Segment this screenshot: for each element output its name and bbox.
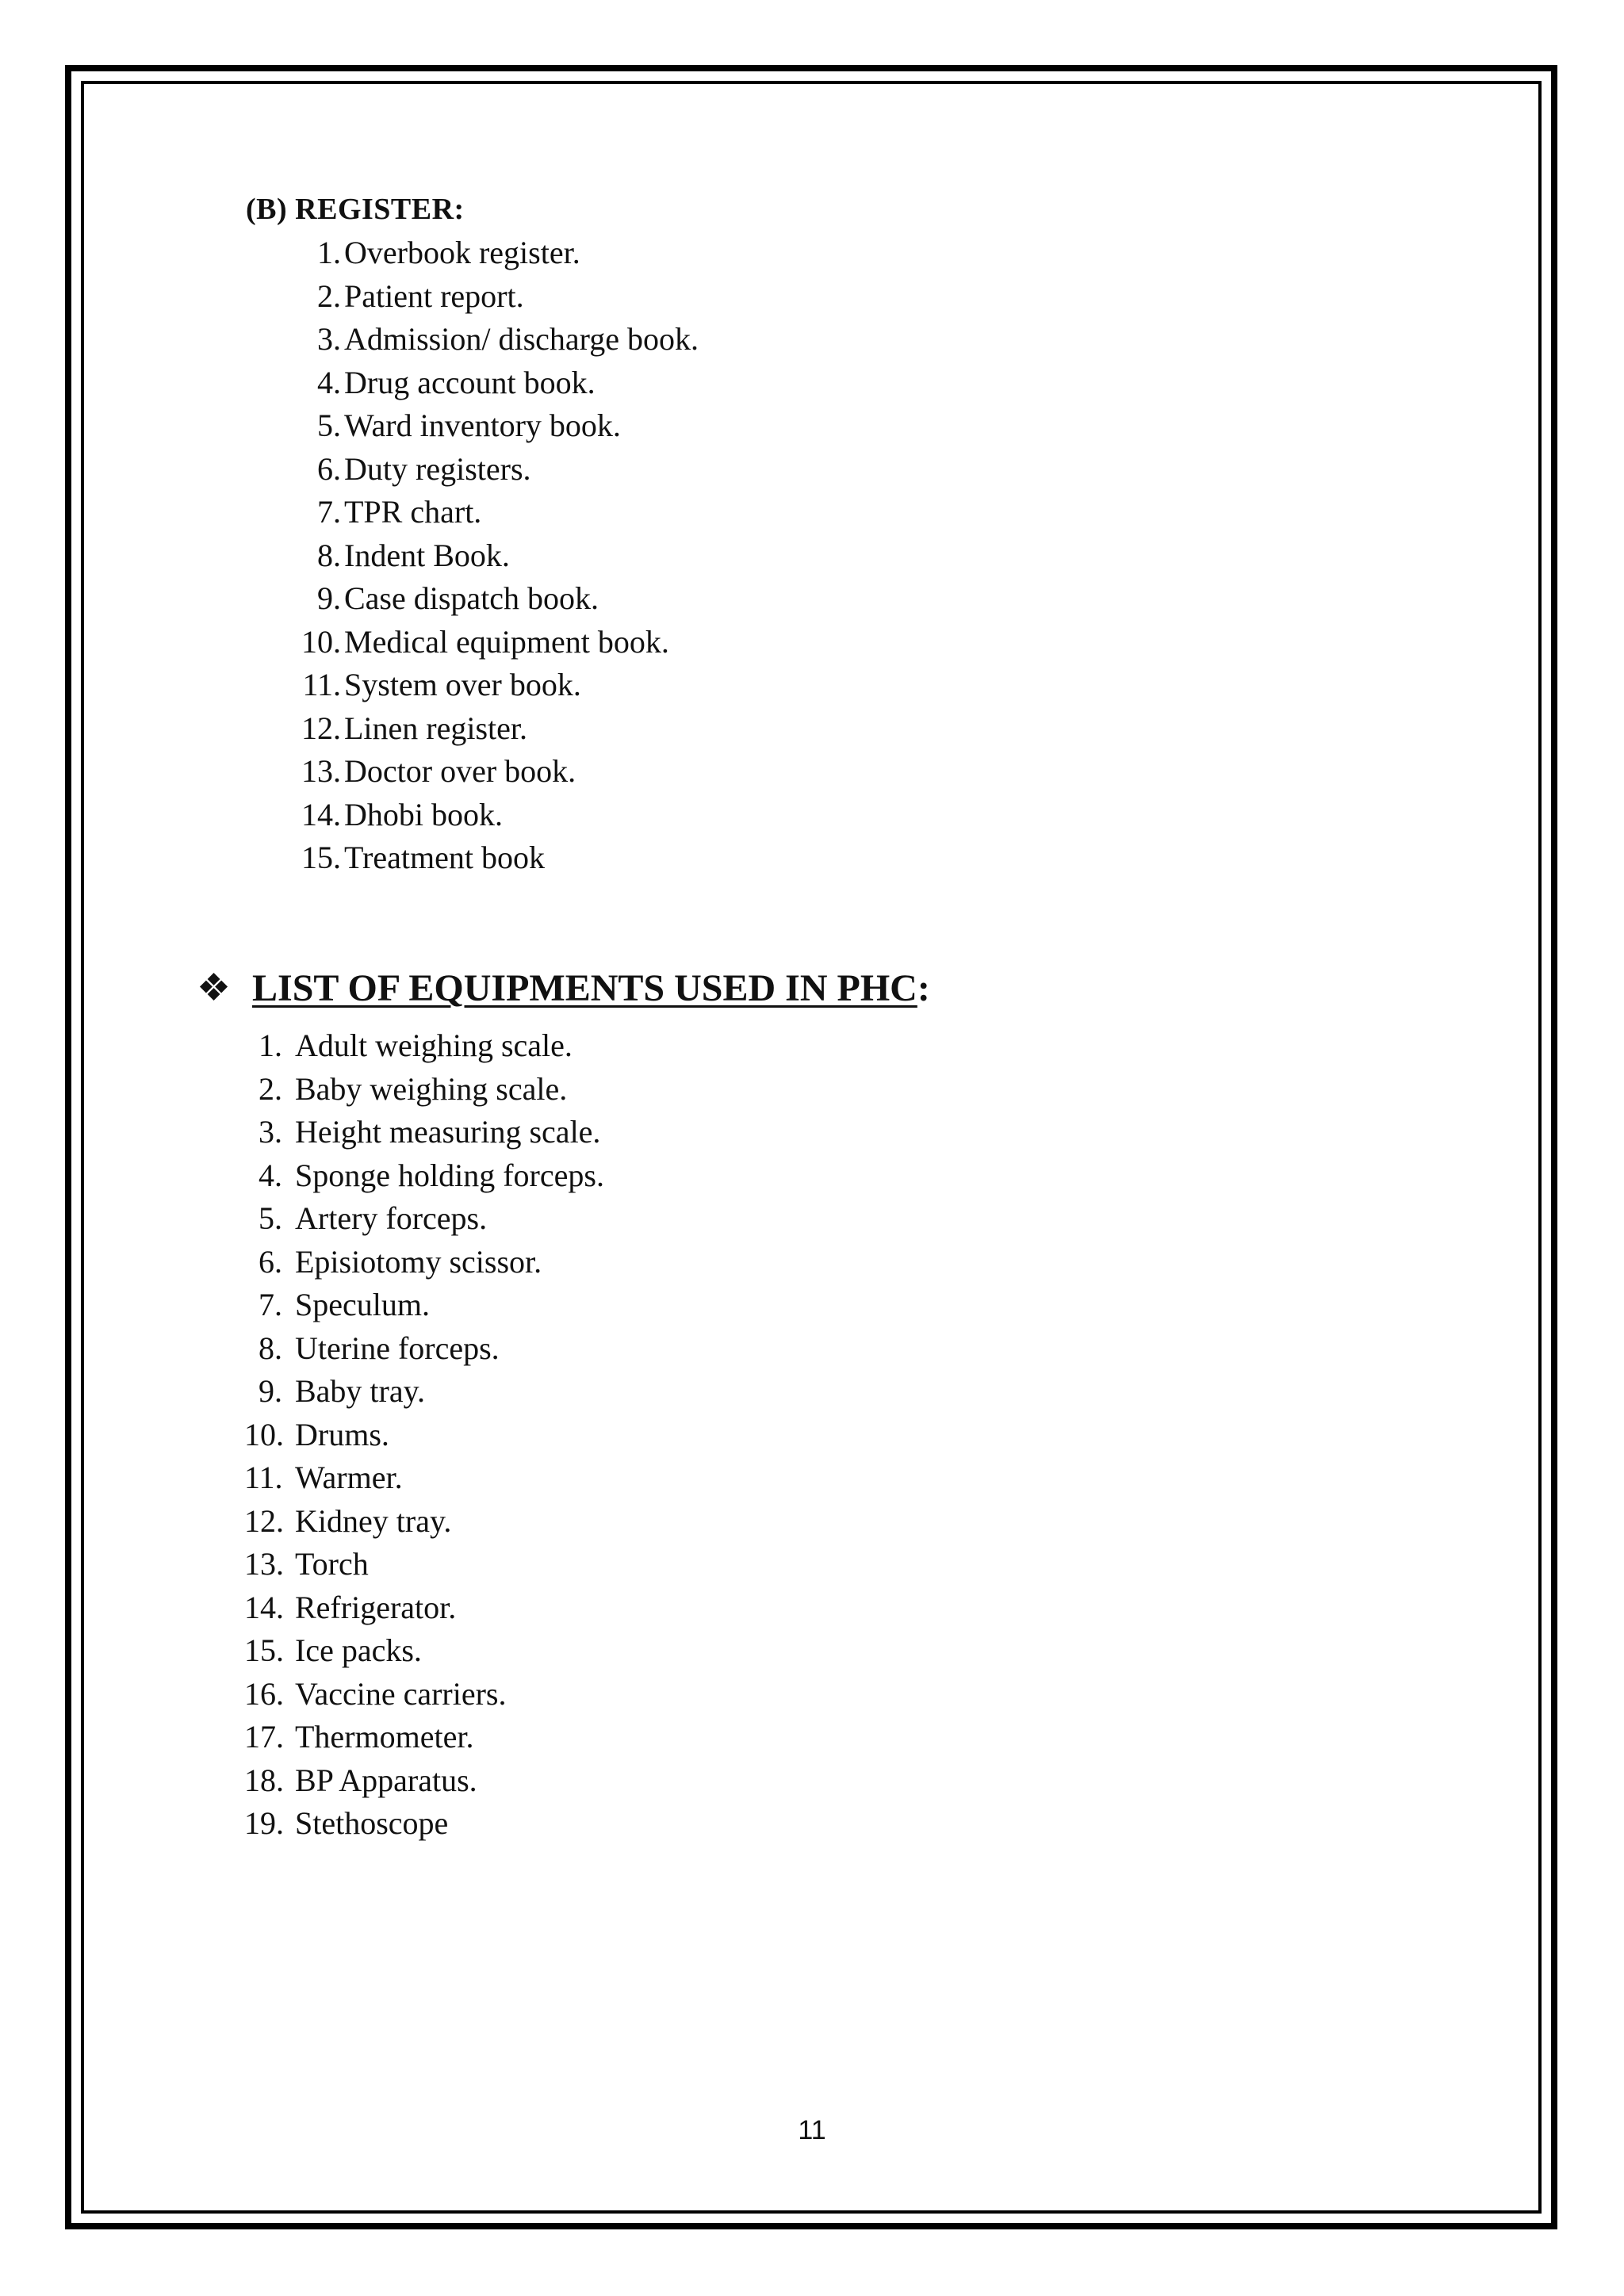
list-item-text: Baby tray. — [295, 1373, 426, 1409]
list-item-text: Admission/ discharge book. — [344, 321, 699, 357]
list-item-number: 12. — [301, 710, 341, 746]
list-item-text: Medical equipment book. — [344, 623, 669, 660]
page-number: 11 — [798, 2115, 826, 2145]
list-item-text: Stethoscope — [295, 1805, 449, 1841]
list-item-text: Duty registers. — [344, 450, 531, 487]
list-item-text: Linen register. — [344, 710, 528, 746]
list-item-text: Thermometer. — [295, 1719, 474, 1755]
list-item-text: Uterine forceps. — [295, 1330, 500, 1366]
list-item-text: Warmer. — [295, 1460, 403, 1495]
four-diamond-bullet-icon: ❖ — [197, 967, 232, 1009]
list-item-number: 2. — [259, 1070, 282, 1107]
register-heading: (B) REGISTER: — [246, 193, 465, 226]
list-item-text: Drums. — [295, 1416, 389, 1452]
list-item-number: 19. — [244, 1805, 284, 1841]
list-item-number: 8. — [259, 1330, 282, 1366]
list-item-text: Patient report. — [344, 277, 524, 314]
list-item-text: Episiotomy scissor. — [295, 1243, 542, 1280]
list-item-number: 15. — [244, 1632, 284, 1668]
list-item-number: 9. — [259, 1373, 282, 1409]
list-item-number: 16. — [244, 1675, 284, 1712]
list-item-number: 6. — [259, 1243, 282, 1280]
list-item-text: TPR chart. — [344, 494, 482, 530]
list-item-text: Indent Book. — [344, 537, 510, 573]
list-item-number: 13. — [244, 1546, 284, 1582]
list-item-number: 3. — [317, 321, 341, 357]
list-item-text: Speculum. — [295, 1287, 430, 1322]
list-item-text: Kidney tray. — [295, 1502, 452, 1539]
list-item-text: System over book. — [344, 667, 581, 702]
list-item-number: 5. — [317, 408, 341, 443]
list-item-number: 10. — [301, 623, 341, 660]
list-item-text: Height measuring scale. — [295, 1114, 601, 1150]
list-item-number: 2. — [317, 277, 341, 314]
list-item-text: Dhobi book. — [344, 796, 503, 832]
list-item-text: Drug account book. — [344, 364, 596, 400]
list-item-number: 14. — [301, 796, 341, 832]
list-item-text: Overbook register. — [344, 235, 580, 270]
equipment-heading-title: LIST OF EQUIPMENTS USED IN PHC — [252, 967, 917, 1009]
list-item-number: 9. — [317, 580, 341, 616]
list-item-number: 17. — [244, 1719, 284, 1755]
list-item-number: 14. — [244, 1589, 284, 1625]
list-item-number: 12. — [244, 1502, 284, 1539]
list-item-text: Torch — [295, 1546, 369, 1582]
list-item-text: Refrigerator. — [295, 1589, 457, 1625]
list-item-text: BP Apparatus. — [295, 1762, 477, 1798]
list-item-text: Ward inventory book. — [344, 408, 621, 443]
list-item-text: Treatment book — [344, 840, 545, 875]
equipment-heading-colon: : — [917, 967, 930, 1009]
list-item-number: 8. — [317, 537, 341, 573]
list-item-text: Doctor over book. — [344, 753, 576, 789]
list-item-text: Adult weighing scale. — [295, 1027, 573, 1063]
list-item-text: Case dispatch book. — [344, 580, 599, 616]
list-item-number: 1. — [317, 235, 341, 270]
list-item-number: 13. — [301, 753, 341, 789]
list-item-number: 4. — [259, 1157, 282, 1193]
list-item-number: 15. — [301, 840, 341, 875]
list-item-number: 7. — [317, 494, 341, 530]
list-item-number: 18. — [244, 1762, 284, 1798]
list-item-number: 6. — [317, 450, 341, 487]
list-item-number: 11. — [244, 1460, 283, 1495]
list-item-number: 3. — [259, 1114, 282, 1150]
list-item-text: Sponge holding forceps. — [295, 1157, 604, 1193]
list-item-text: Ice packs. — [295, 1632, 422, 1668]
list-item-number: 5. — [259, 1200, 282, 1236]
list-item-number: 10. — [244, 1416, 284, 1452]
list-item-text: Artery forceps. — [295, 1200, 488, 1236]
list-item-number: 1. — [259, 1027, 282, 1063]
list-item-number: 11. — [302, 667, 341, 702]
equipment-heading — [197, 966, 930, 1010]
list-item-number: 7. — [259, 1287, 282, 1322]
list-item-text: Baby weighing scale. — [295, 1070, 568, 1107]
list-item-number: 4. — [317, 364, 341, 400]
list-item-text: Vaccine carriers. — [295, 1675, 507, 1712]
